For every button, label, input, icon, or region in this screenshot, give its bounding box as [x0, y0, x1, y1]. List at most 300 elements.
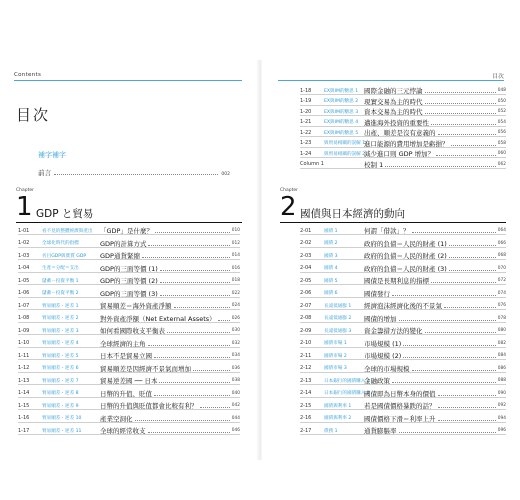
- entry-section-tag: 貿易順差・逆差 11: [42, 428, 82, 434]
- right-page: [262, 0, 520, 500]
- entry-page-number: 052: [497, 109, 506, 114]
- entry-number: 1-08: [18, 315, 30, 321]
- row-separator: [300, 284, 506, 285]
- toc-entry[interactable]: [18, 364, 240, 373]
- entry-title: 經濟泡沫經濟化後的不景氣: [364, 302, 442, 310]
- toc-entry[interactable]: [18, 301, 240, 310]
- row-separator: [18, 347, 240, 348]
- row-separator: [18, 397, 240, 398]
- dot-leader: [451, 145, 496, 146]
- entry-page-number: 076: [497, 303, 506, 308]
- toc-entry[interactable]: [300, 86, 506, 95]
- entry-number: 1-24: [300, 150, 312, 157]
- entry-section-tag: 儲蓄－投資平衡 2: [42, 291, 79, 296]
- entry-number: 2-16: [300, 415, 312, 421]
- entry-number: 1-22: [300, 129, 312, 136]
- entry-section-tag: 生產＝分配＝支出: [42, 266, 79, 271]
- entry-page-number: 018: [231, 278, 240, 283]
- row-separator: [300, 115, 506, 116]
- toc-entry[interactable]: [18, 239, 240, 248]
- entry-number: 2-03: [300, 252, 312, 259]
- entry-page-number: 040: [231, 390, 240, 396]
- dot-leader: [154, 395, 230, 396]
- entry-title: 邁進海外投資的重要性: [364, 118, 429, 127]
- entry-number: 1-14: [18, 390, 30, 396]
- entry-title: 日幣的升值與貶值都會比較有利？: [100, 402, 198, 410]
- row-separator: [18, 334, 240, 335]
- chapter-title: 國債與日本經濟的動向: [300, 208, 405, 220]
- toc-entry[interactable]: [18, 401, 240, 410]
- entry-number: 1-18: [300, 87, 312, 94]
- entry-page-number: 024: [231, 303, 240, 308]
- dot-leader: [438, 134, 496, 135]
- row-separator: [18, 234, 240, 235]
- row-separator: [300, 234, 506, 235]
- toc-entry[interactable]: [300, 351, 506, 360]
- chapter-title: GDP と貿易: [36, 208, 94, 220]
- row-separator: [18, 322, 240, 323]
- entry-page-number: 054: [497, 119, 506, 125]
- entry-number: 1-17: [18, 427, 30, 434]
- dot-leader: [148, 345, 230, 346]
- dot-leader: [431, 282, 496, 283]
- entry-section-tag: 儲蓄－投資平衡 1: [42, 278, 79, 284]
- entry-section-tag: EX與IM的糖思 1: [324, 88, 359, 94]
- entry-title: 「GDP」是什麼？: [100, 227, 153, 235]
- entry-title: 政府的負債＝人民的財產 (3): [364, 264, 447, 273]
- toc-entry[interactable]: [300, 301, 506, 310]
- toc-entry[interactable]: [18, 326, 240, 335]
- entry-title: GDP的三面等價 (2): [100, 277, 158, 285]
- entry-page-number: 088: [497, 378, 506, 383]
- entry-number: 2-15: [300, 402, 312, 409]
- entry-number: 1-03: [18, 252, 30, 259]
- row-separator: [18, 284, 240, 285]
- entry-section-tag: 與貿易相關的誤解 1: [324, 141, 366, 146]
- row-separator: [18, 422, 240, 423]
- chapter-number: 1: [16, 192, 33, 222]
- dot-leader: [438, 395, 496, 396]
- entry-title: 通貨膨脹率: [364, 427, 397, 435]
- entry-title: 現實交易為主的時代: [364, 97, 423, 106]
- entry-number: 1-21: [300, 119, 312, 125]
- entry-number: 2-13: [300, 377, 312, 384]
- entry-page-number: 062: [497, 161, 506, 167]
- entry-page-number: 070: [497, 265, 506, 271]
- toc-entry[interactable]: [300, 276, 506, 285]
- entry-section-tag: 長遠低通膨 3: [324, 328, 352, 334]
- dot-leader: [449, 245, 496, 246]
- entry-title: 進口能源的費用增加是虧損？: [364, 139, 449, 148]
- entry-section-tag: 貿易順差・逆差 7: [42, 378, 79, 384]
- entry-number: 1-12: [18, 365, 30, 371]
- entry-title: 貿易順差＝海外資產淨額: [100, 302, 172, 310]
- toc-entry[interactable]: [18, 339, 240, 348]
- entry-section-tag: 貿易順差・逆差 2: [42, 316, 79, 321]
- entry-section-tag: 國債 3: [324, 253, 338, 259]
- toc-entry[interactable]: [18, 389, 240, 398]
- entry-title: 政府的負債＝人民的財產 (2): [364, 252, 447, 260]
- toc-entry[interactable]: [300, 139, 506, 148]
- entry-title: 國債價格下滑＝利率上升: [364, 414, 436, 423]
- toc-entry[interactable]: [300, 264, 506, 273]
- chapter-rule: [280, 222, 506, 223]
- row-separator: [300, 359, 506, 360]
- entry-section-tag: 債務 1: [324, 428, 338, 434]
- entry-page-number: 064: [497, 228, 506, 233]
- toc-entry[interactable]: [300, 97, 506, 106]
- entry-section-tag: 貿易順差・逆差 1: [42, 303, 79, 309]
- entry-title: 政府的負債＝人民的財產 (1): [364, 239, 447, 248]
- entry-section-tag: 國債 2: [324, 241, 338, 246]
- intro-entry[interactable]: [38, 168, 230, 177]
- entry-title: 國際金融的三元悖論: [364, 87, 423, 95]
- dot-leader: [412, 370, 496, 371]
- row-separator: [18, 309, 240, 310]
- entry-title: 校制 1: [364, 160, 384, 169]
- entry-page-number: 066: [497, 240, 506, 246]
- entry-page-number: 048: [497, 88, 506, 93]
- dot-leader: [200, 407, 230, 408]
- entry-section-tag: 名目GDP與實質 GDP: [42, 253, 87, 259]
- entry-section-tag: 日本銀行的國債購入 2: [324, 391, 370, 396]
- toc-entry[interactable]: [18, 289, 240, 298]
- entry-page-number: 082: [497, 340, 506, 346]
- row-separator: [300, 147, 506, 148]
- entry-section-tag: 長遠低通膨 2: [324, 316, 352, 321]
- dot-leader: [436, 155, 496, 156]
- toc-entry[interactable]: [18, 314, 240, 323]
- entry-number: 1-16: [18, 415, 30, 421]
- entry-section-tag: 國債 6: [324, 291, 338, 296]
- entry-number: 2-12: [300, 365, 312, 371]
- entry-title: 產業空洞化: [100, 414, 133, 423]
- entry-page-number: 010: [231, 228, 240, 233]
- entry-page-number: 034: [231, 353, 240, 358]
- dot-leader: [385, 166, 496, 167]
- entry-page-number: 060: [497, 151, 506, 156]
- row-separator: [18, 259, 240, 260]
- entry-title: 資本交易為主的時代: [364, 108, 423, 116]
- entry-title: 市場規模 (2): [364, 352, 402, 360]
- toc-entry[interactable]: [18, 351, 240, 360]
- entry-page-number: 090: [497, 390, 506, 396]
- header-rule-right: [278, 80, 504, 81]
- entry-title: 對外資產淨額（Net External Assets）: [100, 314, 216, 323]
- dot-leader: [159, 382, 229, 383]
- entry-title: GDP的三面等價 (3): [100, 289, 158, 298]
- entry-number: 2-05: [300, 277, 312, 284]
- toc-entry[interactable]: [18, 376, 240, 385]
- entry-title: 如何看國際收支平衡表: [100, 327, 165, 335]
- entry-section-tag: 國債 5: [324, 278, 338, 284]
- entry-section-tag: 貿易順差・逆差 8: [42, 391, 79, 396]
- entry-page-number: 042: [231, 403, 240, 408]
- toc-entry[interactable]: [300, 226, 506, 235]
- row-separator: [18, 247, 240, 248]
- dot-leader: [54, 171, 218, 175]
- contents-heading: 目次: [16, 106, 51, 124]
- dot-leader: [392, 382, 496, 383]
- entry-section-tag: 國債 1: [324, 228, 338, 234]
- row-separator: [300, 309, 506, 310]
- toc-entry[interactable]: [300, 107, 506, 116]
- toc-entry[interactable]: [300, 414, 506, 423]
- entry-section-tag: EX與IM的糖思 5: [324, 130, 359, 136]
- entry-section-tag: 國債市場 2: [324, 353, 347, 359]
- entry-section-tag: EX與IM的糖思 2: [324, 99, 359, 104]
- dot-leader: [425, 92, 496, 93]
- intro-section-title: 補字補字: [38, 151, 66, 159]
- entry-page-number: 056: [497, 130, 506, 135]
- intro-entry-title: 前言: [38, 169, 51, 177]
- row-separator: [300, 105, 506, 106]
- row-separator: [300, 247, 506, 248]
- chapter-label: Chapter: [280, 188, 298, 193]
- entry-number: 1-02: [18, 240, 30, 246]
- toc-entry[interactable]: [300, 251, 506, 260]
- toc-entry[interactable]: [300, 239, 506, 248]
- entry-page-number: 094: [497, 415, 506, 421]
- entry-title: 出產、順差是沒有意義的: [364, 129, 436, 137]
- entry-number: 2-08: [300, 315, 312, 321]
- running-head-right: 目次: [492, 74, 504, 80]
- entry-title: GDP的三面等價 (1): [100, 264, 158, 273]
- dot-leader: [193, 370, 230, 371]
- row-separator: [300, 94, 506, 95]
- entry-page-number: 072: [497, 278, 506, 283]
- header-rule-left: [14, 80, 242, 81]
- entry-section-tag: 貿易順差・逆差 4: [42, 341, 79, 346]
- entry-number: 1-19: [300, 98, 312, 104]
- entry-number: 2-07: [300, 302, 312, 309]
- entry-number: 1-05: [18, 277, 30, 284]
- entry-number: 1-11: [18, 352, 30, 359]
- row-separator: [300, 384, 506, 385]
- entry-number: 1-15: [18, 402, 30, 409]
- intro-entry-page: 002: [221, 172, 230, 177]
- row-separator: [300, 334, 506, 335]
- toc-entry[interactable]: [300, 118, 506, 127]
- row-separator: [300, 347, 506, 348]
- dot-leader: [218, 320, 230, 321]
- row-separator: [18, 372, 240, 373]
- chapter-label: Chapter: [16, 188, 34, 193]
- entry-title: 何謂「借款」？: [364, 227, 410, 235]
- toc-entry[interactable]: [300, 364, 506, 373]
- entry-number: 1-01: [18, 227, 30, 234]
- entry-title: 減少進口則 GDP 增加？: [364, 150, 435, 158]
- toc-entry[interactable]: [18, 414, 240, 423]
- row-separator: [300, 157, 506, 158]
- entry-page-number: 078: [497, 315, 506, 321]
- toc-entry[interactable]: [18, 226, 240, 235]
- entry-number: 1-20: [300, 108, 312, 115]
- toc-entry[interactable]: [300, 149, 506, 158]
- chapter-rule: [16, 222, 242, 223]
- entry-section-tag: 國債與利率 1: [324, 403, 352, 409]
- row-separator: [18, 384, 240, 385]
- toc-entry[interactable]: [300, 401, 506, 410]
- entry-page-number: 084: [497, 353, 506, 358]
- entry-section-tag: 國債市場 3: [324, 366, 347, 371]
- entry-section-tag: 國債 4: [324, 266, 338, 271]
- entry-title: 國債即為日幣本身的價值: [364, 389, 436, 398]
- row-separator: [18, 272, 240, 273]
- entry-page-number: 092: [497, 403, 506, 408]
- dot-leader: [444, 307, 496, 308]
- entry-section-tag: 看不見的整體經濟與產出: [42, 228, 93, 234]
- toc-entry[interactable]: [300, 128, 506, 137]
- entry-section-tag: 日本銀行的國債購入 1: [324, 378, 370, 384]
- row-separator: [300, 126, 506, 127]
- entry-number: 1-09: [18, 327, 30, 334]
- entry-title: 國債是長期利息的指標: [364, 277, 429, 285]
- row-separator: [18, 434, 240, 435]
- entry-title: 日幣的升值、貶值: [100, 389, 152, 398]
- dot-leader: [154, 357, 230, 358]
- toc-entry[interactable]: [18, 251, 240, 260]
- entry-number: 2-02: [300, 240, 312, 246]
- entry-title: 國債發行: [364, 289, 390, 298]
- row-separator: [18, 297, 240, 298]
- entry-title: 全球經濟的主角: [100, 339, 146, 348]
- entry-title: 全球的經常收支: [100, 427, 146, 435]
- entry-section-tag: 全球化時代的指標: [42, 241, 79, 246]
- entry-page-number: 086: [497, 365, 506, 371]
- toc-entry[interactable]: [300, 376, 506, 385]
- row-separator: [300, 372, 506, 373]
- row-separator: [18, 409, 240, 410]
- toc-entry[interactable]: [18, 426, 240, 435]
- dot-leader: [392, 295, 496, 296]
- entry-section-tag: 與貿易相關的誤解 2: [324, 151, 366, 157]
- dot-leader: [425, 103, 496, 104]
- toc-entry[interactable]: [300, 314, 506, 323]
- dot-leader: [160, 295, 230, 296]
- entry-page-number: 046: [231, 428, 240, 433]
- row-separator: [300, 259, 506, 260]
- entry-title: 全球的市場規模: [364, 364, 410, 373]
- dot-leader: [142, 257, 230, 258]
- entry-number: 1-13: [18, 377, 30, 384]
- entry-title: GDP的計算方式: [100, 239, 147, 248]
- toc-entry[interactable]: [300, 160, 506, 169]
- dot-leader: [412, 232, 496, 233]
- entry-page-number: 022: [231, 290, 240, 296]
- entry-number: 2-06: [300, 290, 312, 296]
- dot-leader: [174, 307, 230, 308]
- toc-entry[interactable]: [18, 276, 240, 285]
- entry-number: 2-10: [300, 340, 312, 346]
- toc-entry[interactable]: [300, 339, 506, 348]
- entry-number: 2-04: [300, 265, 312, 271]
- dot-leader: [160, 282, 230, 283]
- entry-title: 市場規模 (1): [364, 339, 402, 348]
- dot-leader: [155, 232, 230, 233]
- entry-section-tag: EX與IM的糖思 4: [324, 120, 359, 125]
- row-separator: [300, 409, 506, 410]
- entry-page-number: 096: [497, 428, 506, 433]
- entry-page-number: 014: [231, 253, 240, 258]
- dot-leader: [403, 357, 496, 358]
- entry-page-number: 058: [497, 140, 506, 146]
- entry-section-tag: 貿易順差・逆差 10: [42, 416, 82, 421]
- dot-leader: [148, 432, 230, 433]
- entry-number: Column 1: [300, 161, 324, 167]
- entry-page-number: 038: [231, 378, 240, 383]
- entry-section-tag: 貿易順差・逆差 9: [42, 403, 79, 409]
- entry-page-number: 068: [497, 253, 506, 258]
- dot-leader: [449, 257, 496, 258]
- entry-number: 1-10: [18, 340, 30, 346]
- toc-entry[interactable]: [300, 326, 506, 335]
- toc-entry[interactable]: [300, 289, 506, 298]
- entry-page-number: 012: [231, 240, 240, 246]
- entry-page-number: 032: [231, 340, 240, 346]
- entry-section-tag: 國債市場 1: [324, 341, 347, 346]
- entry-number: 1-04: [18, 265, 30, 271]
- entry-title: 日本不是貿易立國: [100, 352, 152, 360]
- row-separator: [300, 434, 506, 435]
- row-separator: [300, 136, 506, 137]
- dot-leader: [425, 332, 496, 333]
- dot-leader: [431, 124, 496, 125]
- entry-title: 貿易逆差國 ── 日本: [100, 377, 158, 385]
- row-separator: [300, 422, 506, 423]
- dot-leader: [160, 270, 230, 271]
- row-separator: [300, 397, 506, 398]
- dot-leader: [438, 420, 496, 421]
- entry-title: 金融政策: [364, 377, 390, 385]
- entry-title: 國債的增加: [364, 314, 397, 323]
- entry-section-tag: 貿易順差・逆差 5: [42, 353, 79, 359]
- row-separator: [300, 297, 506, 298]
- entry-section-tag: 貿易順差・逆差 3: [42, 328, 79, 334]
- dot-leader: [399, 432, 496, 433]
- toc-entry[interactable]: [18, 264, 240, 273]
- entry-number: 1-23: [300, 140, 312, 146]
- entry-section-tag: 長遠低通膨 1: [324, 303, 352, 309]
- dot-leader: [438, 407, 496, 408]
- entry-section-tag: 國債與利率 2: [324, 416, 352, 421]
- entry-number: 1-07: [18, 302, 30, 309]
- dot-leader: [148, 245, 229, 246]
- row-separator: [300, 168, 506, 169]
- row-separator: [300, 272, 506, 273]
- dot-leader: [399, 320, 496, 321]
- entry-number: 1-06: [18, 290, 30, 296]
- entry-page-number: 050: [497, 98, 506, 104]
- entry-number: 2-17: [300, 427, 312, 434]
- entry-section-tag: 貿易順差・逆差 6: [42, 366, 79, 371]
- entry-page-number: 036: [231, 365, 240, 371]
- dot-leader: [135, 420, 230, 421]
- entry-number: 2-01: [300, 227, 312, 234]
- left-page: [0, 0, 258, 500]
- entry-title: GDP通貨緊縮: [100, 252, 140, 260]
- entry-number: 2-14: [300, 390, 312, 396]
- entry-number: 2-11: [300, 352, 312, 359]
- entry-page-number: 026: [231, 315, 240, 321]
- toc-entry[interactable]: [300, 389, 506, 398]
- entry-number: 2-09: [300, 327, 312, 334]
- entry-title: 若是國債價格暴跌的話？: [364, 402, 436, 410]
- entry-page-number: 044: [231, 415, 240, 421]
- entry-page-number: 080: [497, 328, 506, 333]
- entry-page-number: 074: [497, 290, 506, 296]
- toc-entry[interactable]: [300, 426, 506, 435]
